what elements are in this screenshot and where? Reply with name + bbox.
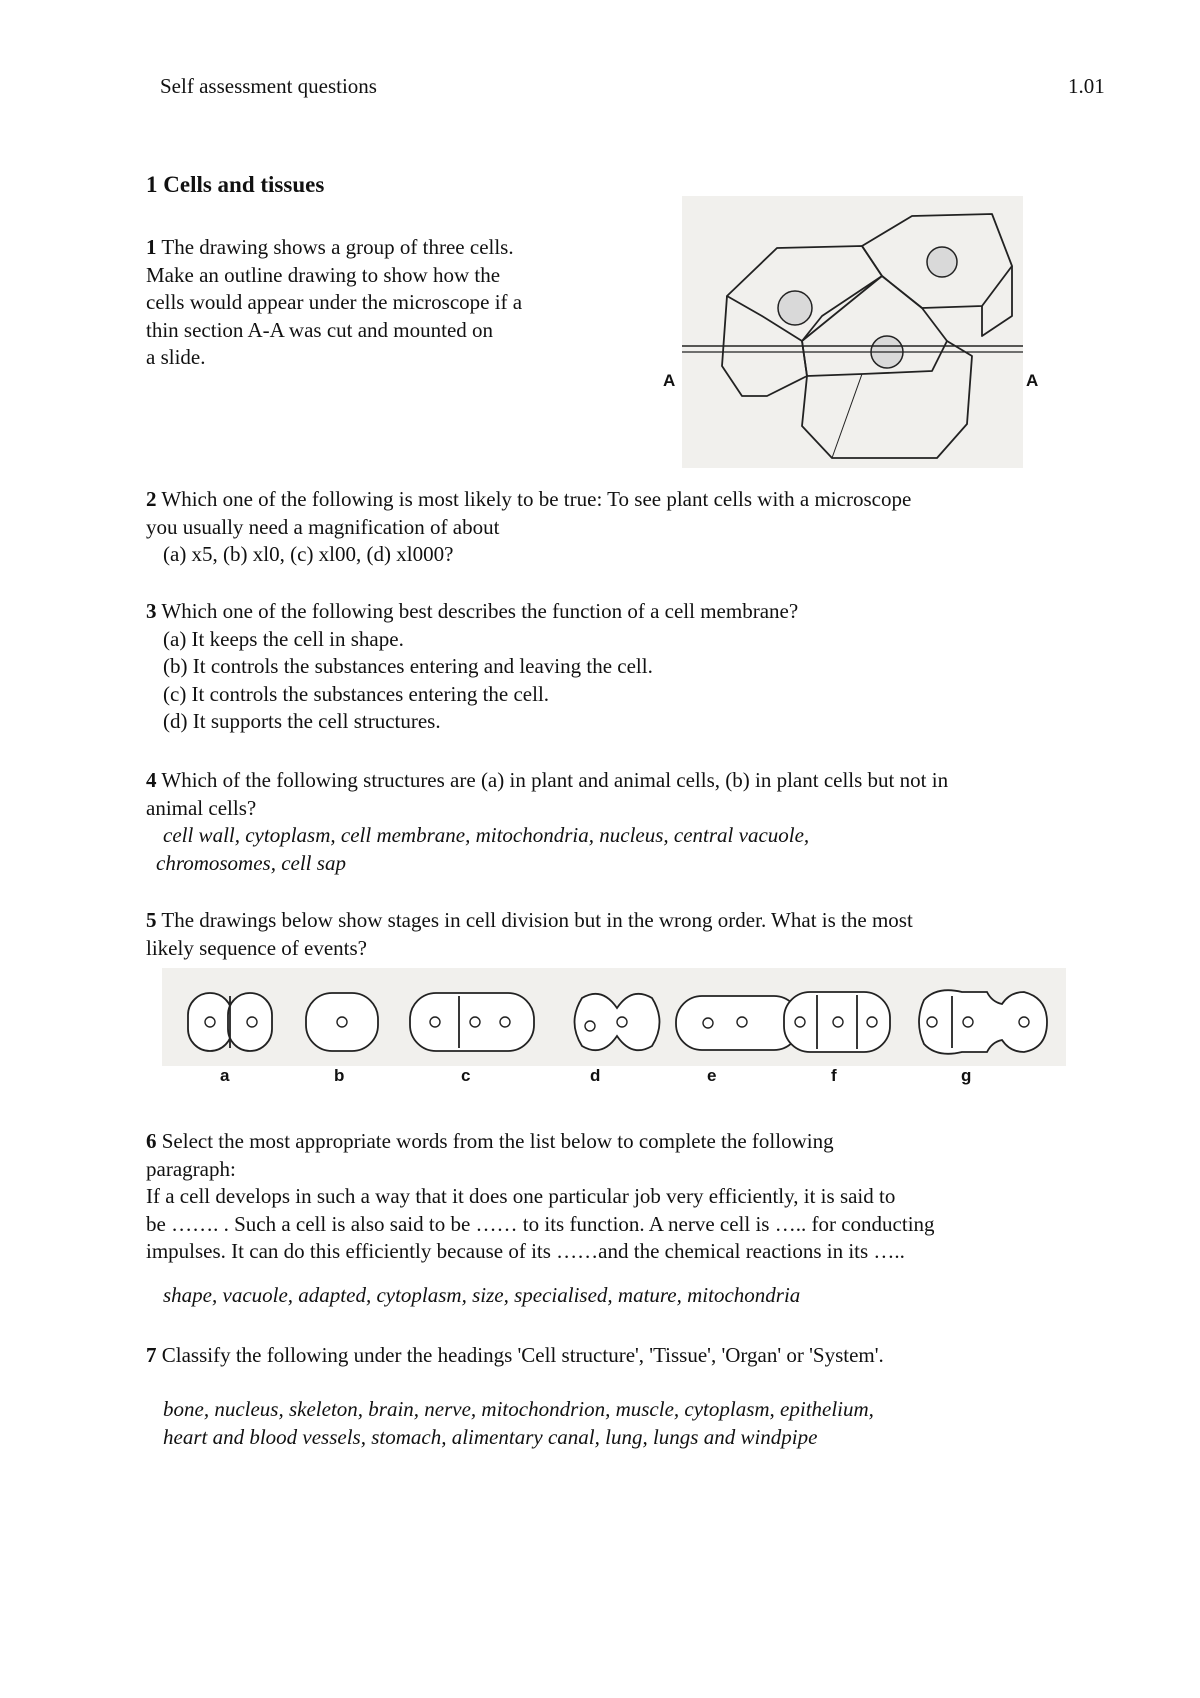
cell-division-figure bbox=[162, 968, 1066, 1066]
question-7 bbox=[146, 1342, 1106, 1370]
q2-options: (a) x5, (b) xl0, (c) xl00, (d) xl000? bbox=[163, 542, 454, 566]
q2-line-2: you usually need a magnification of about bbox=[146, 514, 500, 539]
q4-list-line-2: chromosomes, cell sap bbox=[156, 850, 346, 875]
question-number: 1 bbox=[146, 235, 157, 259]
q3-option-c: (c) It controls the substances entering the cell. bbox=[163, 681, 550, 706]
question-number: 2 bbox=[146, 487, 157, 511]
section-label-right: A bbox=[1026, 371, 1039, 390]
q3-option-d: (d) It supports the cell structures. bbox=[163, 709, 441, 733]
q1-line-2: Make an outline drawing to show how the bbox=[146, 262, 501, 287]
q1-line-5: a slide. bbox=[146, 345, 206, 369]
nucleus-left bbox=[778, 291, 812, 325]
header-title: Self assessment questions bbox=[160, 74, 377, 98]
stage-label-c: c bbox=[461, 1066, 471, 1085]
cell-group-drawing bbox=[682, 196, 1023, 468]
question-6 bbox=[146, 1128, 1106, 1266]
q1-line-4: thin section A-A was cut and mounted on bbox=[146, 317, 494, 342]
q4-line-2: animal cells? bbox=[146, 795, 257, 820]
cell-group-figure bbox=[682, 196, 1023, 468]
question-number: 4 bbox=[146, 768, 157, 792]
stage-label-g: g bbox=[961, 1066, 972, 1085]
q6-line-3: If a cell develops in such a way that it does one particular job very efficiently, it is said to bbox=[146, 1184, 896, 1208]
question-2 bbox=[146, 486, 1106, 569]
q5-line-2: likely sequence of events? bbox=[146, 935, 367, 960]
question-number: 6 bbox=[146, 1129, 157, 1153]
q7-list-line-1: bone, nucleus, skeleton, brain, nerve, mitochondrion, muscle, cytoplasm, epithelium, bbox=[163, 1397, 874, 1421]
question-number: 3 bbox=[146, 599, 157, 623]
q4-line-1: Which of the following structures are (a) in plant and animal cells, (b) in plant cells but not in bbox=[161, 768, 949, 792]
question-4 bbox=[146, 767, 1106, 877]
stage-label-e: e bbox=[707, 1066, 717, 1085]
question-5 bbox=[146, 907, 1106, 962]
section-label-left: A bbox=[663, 371, 676, 390]
nucleus-right bbox=[927, 247, 957, 277]
q7-word-list bbox=[163, 1396, 1103, 1451]
q6-line-4: be ……. . Such a cell is also said to be …… to its function. A nerve cell is ….. for conducting bbox=[146, 1211, 935, 1236]
q3-option-b: (b) It controls the substances entering and leaving the cell. bbox=[163, 654, 653, 678]
question-3 bbox=[146, 598, 1106, 736]
question-1 bbox=[146, 234, 616, 372]
stage-label-d: d bbox=[590, 1066, 601, 1085]
question-number: 7 bbox=[146, 1343, 157, 1367]
q1-line-1: The drawing shows a group of three cells. bbox=[161, 235, 514, 259]
stage-label-b: b bbox=[334, 1066, 345, 1085]
q3-stem: Which one of the following best describes the function of a cell membrane? bbox=[161, 599, 799, 623]
q4-list-line-1: cell wall, cytoplasm, cell membrane, mitochondria, nucleus, central vacuole, bbox=[163, 823, 810, 847]
cell-division-drawing bbox=[162, 968, 1066, 1066]
q7-stem: Classify the following under the headings 'Cell structure', 'Tissue', 'Organ' or 'System'. bbox=[161, 1343, 884, 1367]
q6-word-list: shape, vacuole, adapted, cytoplasm, size, specialised, mature, mitochondria bbox=[163, 1283, 801, 1307]
q6-line-2: paragraph: bbox=[146, 1156, 236, 1181]
front-cell-edge bbox=[832, 374, 862, 458]
q6-line-1: Select the most appropriate words from the list below to complete the following bbox=[161, 1129, 834, 1153]
stage-label-f: f bbox=[831, 1066, 837, 1085]
q2-line-1: Which one of the following is most likely to be true: To see plant cells with a microscope bbox=[161, 487, 912, 511]
section-title: 1 Cells and tissues bbox=[146, 172, 325, 197]
q6-line-5: impulses. It can do this efficiently because of its ……and the chemical reactions in its ….. bbox=[146, 1239, 905, 1263]
stage-a-cells bbox=[188, 993, 272, 1051]
page-number: 1.01 bbox=[1068, 74, 1105, 98]
q5-line-1: The drawings below show stages in cell division but in the wrong order. What is the most bbox=[161, 908, 913, 932]
q1-line-3: cells would appear under the microscope if a bbox=[146, 290, 523, 314]
stage-label-a: a bbox=[220, 1066, 230, 1085]
q3-option-a: (a) It keeps the cell in shape. bbox=[163, 626, 404, 651]
q7-list-line-2: heart and blood vessels, stomach, alimentary canal, lung, lungs and windpipe bbox=[163, 1424, 818, 1449]
question-number: 5 bbox=[146, 908, 157, 932]
